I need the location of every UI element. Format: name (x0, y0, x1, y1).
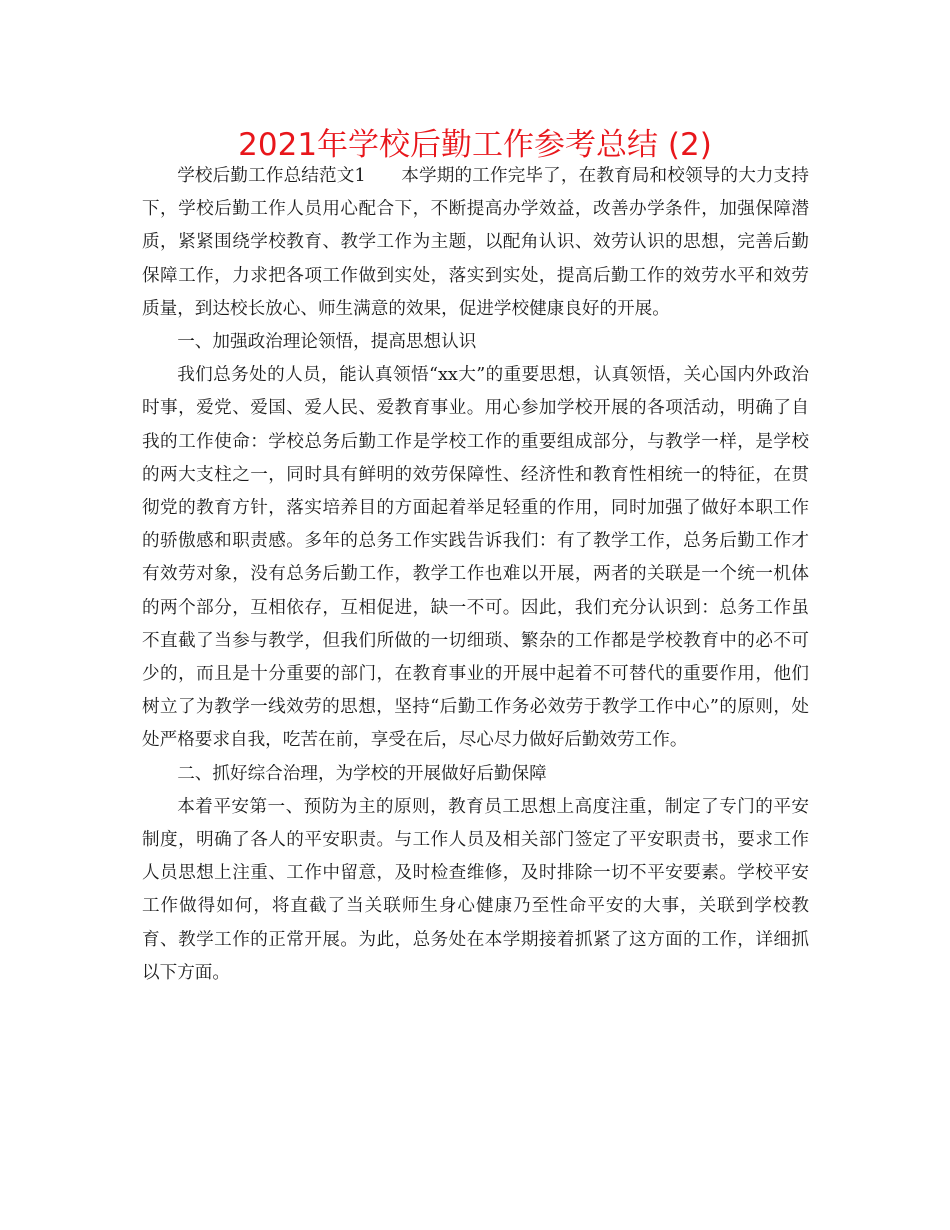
section-heading-2: 二、抓好综合治理，为学校的开展做好后勤保障 (177, 763, 547, 784)
document-body (142, 160, 809, 990)
document-title: 2021年学校后勤工作参考总结 (2) (238, 127, 712, 163)
section-heading-1: 一、加强政治理论领悟，提高思想认识 (177, 332, 477, 353)
paragraph-section-2: 本着平安第一、预防为主的原则，教育员工思想上高度注重，制定了专门的平安制度，明确了各人的平安职责。与工作人员及相关部门签定了平安职责书，要求工作人员思想上注重、工作中留意，及时检查维修，及时排除一切不平安要素。学校平安工作做得如何，将直截了当关联师生身心健康乃至性命平安的大事，关联到学校教育、教学工作的正常开展。为此，总务处在本学期接着抓紧了这方面的工作，详细抓以下方面。 (142, 796, 809, 983)
paragraph-section-1: 我们总务处的人员，能认真领悟“xx大”的重要思想，认真领悟，关心国内外政治时事，爱党、爱国、爱人民、爱教育事业。用心参加学校开展的各项活动，明确了自我的工作使命：学校总务后勤工作是学校工作的重要组成部分，与教学一样，是学校的两大支柱之一，同时具有鲜明的效劳保障性、经济性和教育性相统一的特征，在贯彻党的教育方针，落实培养目的方面起着举足轻重的作用，同时加强了做好本职工作的骄傲感和职责感。多年的总务工作实践告诉我们：有了教学工作，总务后勤工作才有效劳对象，没有总务后勤工作，教学工作也难以开展，两者的关联是一个统一机体的两个部分，互相依存，互相促进，缺一不可。因此，我们充分认识到：总务工作虽不直截了当参与教学，但我们所做的一切细琐、繁杂的工作都是学校教育中的必不可少的，而且是十分重要的部门，在教育事业的开展中起着不可替代的重要作用，他们树立了为教学一线效劳的思想，坚持“后勤工作务必效劳于教学工作中心”的原则，处处严格要求自我，吃苦在前，享受在后，尽心尽力做好后勤效劳工作。 (142, 365, 809, 751)
paragraph-intro: 学校后勤工作总结范文1 本学期的工作完毕了，在教育局和校领导的大力支持下，学校后勤工作人员用心配合下，不断提高办学效益，改善办学条件，加强保障潜质，紧紧围绕学校教育、教学工作为主题，以配角认识、效劳认识的思想，完善后勤保障工作，力求把各项工作做到实处，落实到实处，提高后勤工作的效劳水平和效劳质量，到达校长放心、师生满意的效果，促进学校健康良好的开展。 (142, 166, 809, 319)
